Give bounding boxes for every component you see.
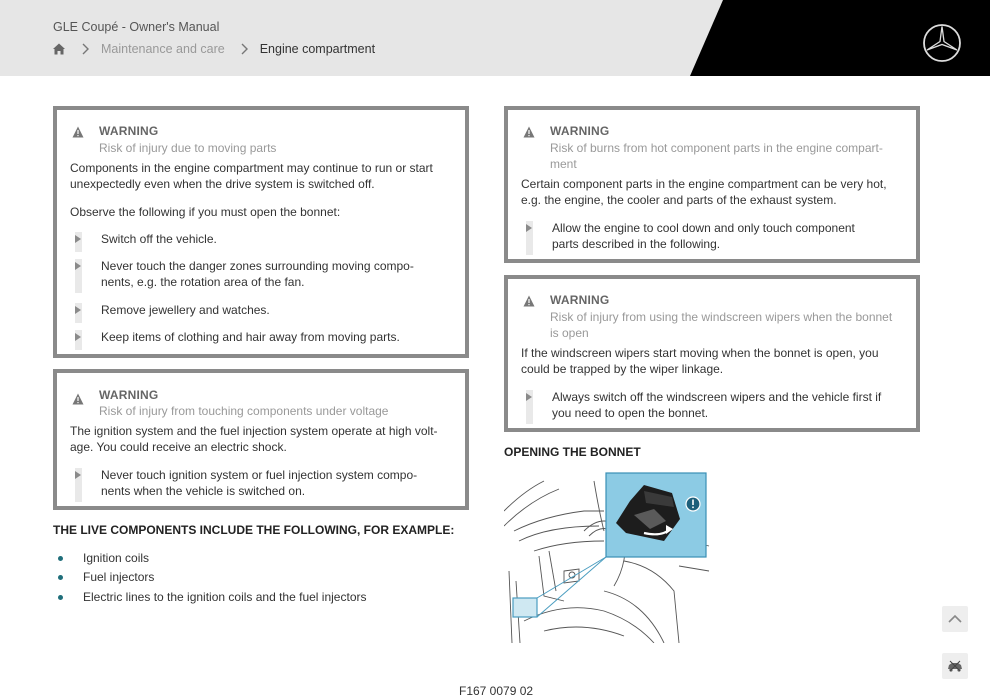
- warning-title: WARNING: [550, 124, 610, 138]
- step-marker: [75, 330, 82, 350]
- warning-text: could be trapped by the wiper linkage.: [521, 362, 724, 376]
- warning-triangle-icon: [523, 125, 535, 137]
- warning-text: Components in the engine compartment may continue to run or start: [70, 161, 433, 175]
- warning-subtitle: Risk of burns from hot component parts in the engine compart-: [550, 141, 883, 155]
- list-item: Ignition coils: [83, 551, 150, 565]
- warning-subtitle: Risk of injury due to moving parts: [99, 141, 277, 155]
- warning-subtitle: Risk of injury from touching components under voltage: [99, 404, 389, 418]
- step-marker: [75, 232, 82, 252]
- breadcrumb-link-maintenance[interactable]: Maintenance and care: [101, 42, 225, 56]
- warning-text: unexpectedly even when the drive system is switched off.: [70, 177, 375, 191]
- home-icon[interactable]: [52, 42, 66, 56]
- opening-bonnet-heading: OPENING THE BONNET: [504, 445, 641, 459]
- step-text: Remove jewellery and watches.: [101, 303, 270, 317]
- warning-box-burns: [504, 106, 920, 263]
- step-text: Never touch ignition system or fuel injection system compo-: [101, 468, 418, 482]
- warning-text: If the windscreen wipers start moving when the bonnet is open, you: [521, 346, 879, 360]
- step-marker: [75, 303, 82, 323]
- warning-box-wipers: [504, 275, 920, 432]
- list-item: Electric lines to the ignition coils and the fuel injectors: [83, 590, 367, 604]
- step-marker: [75, 259, 82, 293]
- warning-subtitle: Risk of injury from using the windscreen wipers when the bonnet: [550, 310, 893, 324]
- warning-intro: Observe the following if you must open the bonnet:: [70, 205, 341, 219]
- step-text: Keep items of clothing and hair away from moving parts.: [101, 330, 400, 344]
- vehicle-button[interactable]: [942, 653, 968, 679]
- warning-box-voltage: [53, 369, 469, 510]
- step-text: Always switch off the windscreen wipers and the vehicle first if: [552, 390, 882, 404]
- list-bullet: [58, 556, 63, 561]
- step-text: you need to open the bonnet.: [552, 406, 709, 420]
- live-components-heading: THE LIVE COMPONENTS INCLUDE THE FOLLOWING, FOR EXAMPLE:: [53, 523, 455, 537]
- warning-title: WARNING: [550, 293, 610, 307]
- chevron-right-icon: [237, 42, 251, 56]
- figure-code: F167 0079 02: [459, 684, 534, 698]
- breadcrumb: [52, 42, 375, 56]
- breadcrumb-current: Engine compartment: [259, 42, 376, 56]
- warning-text: age. You could receive an electric shock.: [70, 440, 287, 454]
- chevron-right-icon: [78, 42, 92, 56]
- step-marker: [75, 468, 82, 502]
- step-marker: [526, 221, 533, 255]
- warning-triangle-icon: [72, 392, 84, 404]
- step-text: Switch off the vehicle.: [101, 232, 217, 246]
- warning-box-moving-parts: [53, 106, 469, 358]
- scroll-to-top-button[interactable]: [942, 606, 968, 632]
- step-text: parts described in the following.: [552, 237, 721, 251]
- warning-text: e.g. the engine, the cooler and parts of the exhaust system.: [521, 193, 837, 207]
- warning-text: The ignition system and the fuel injection system operate at high volt-: [70, 424, 438, 438]
- chevron-up-icon: [946, 610, 964, 628]
- step-text: Allow the engine to cool down and only touch component: [552, 221, 855, 235]
- warning-subtitle: is open: [550, 326, 589, 340]
- list-item: Fuel injectors: [83, 570, 155, 584]
- vehicle-icon: [946, 657, 964, 675]
- list-bullet: [58, 575, 63, 580]
- warning-triangle-icon: [523, 294, 535, 306]
- step-marker: [526, 390, 533, 424]
- warning-text: Certain component parts in the engine compartment can be very hot,: [521, 177, 887, 191]
- mercedes-star-logo: [922, 23, 962, 63]
- bonnet-release-illustration: [504, 471, 712, 643]
- warning-triangle-icon: [72, 125, 84, 137]
- manual-title: GLE Coupé - Owner's Manual: [53, 20, 220, 34]
- warning-subtitle: ment: [550, 157, 577, 171]
- step-text: nents when the vehicle is switched on.: [101, 484, 306, 498]
- step-text: nents, e.g. the rotation area of the fan.: [101, 275, 305, 289]
- list-bullet: [58, 595, 63, 600]
- warning-title: WARNING: [99, 388, 159, 402]
- warning-title: WARNING: [99, 124, 159, 138]
- step-text: Never touch the danger zones surrounding moving compo-: [101, 259, 414, 273]
